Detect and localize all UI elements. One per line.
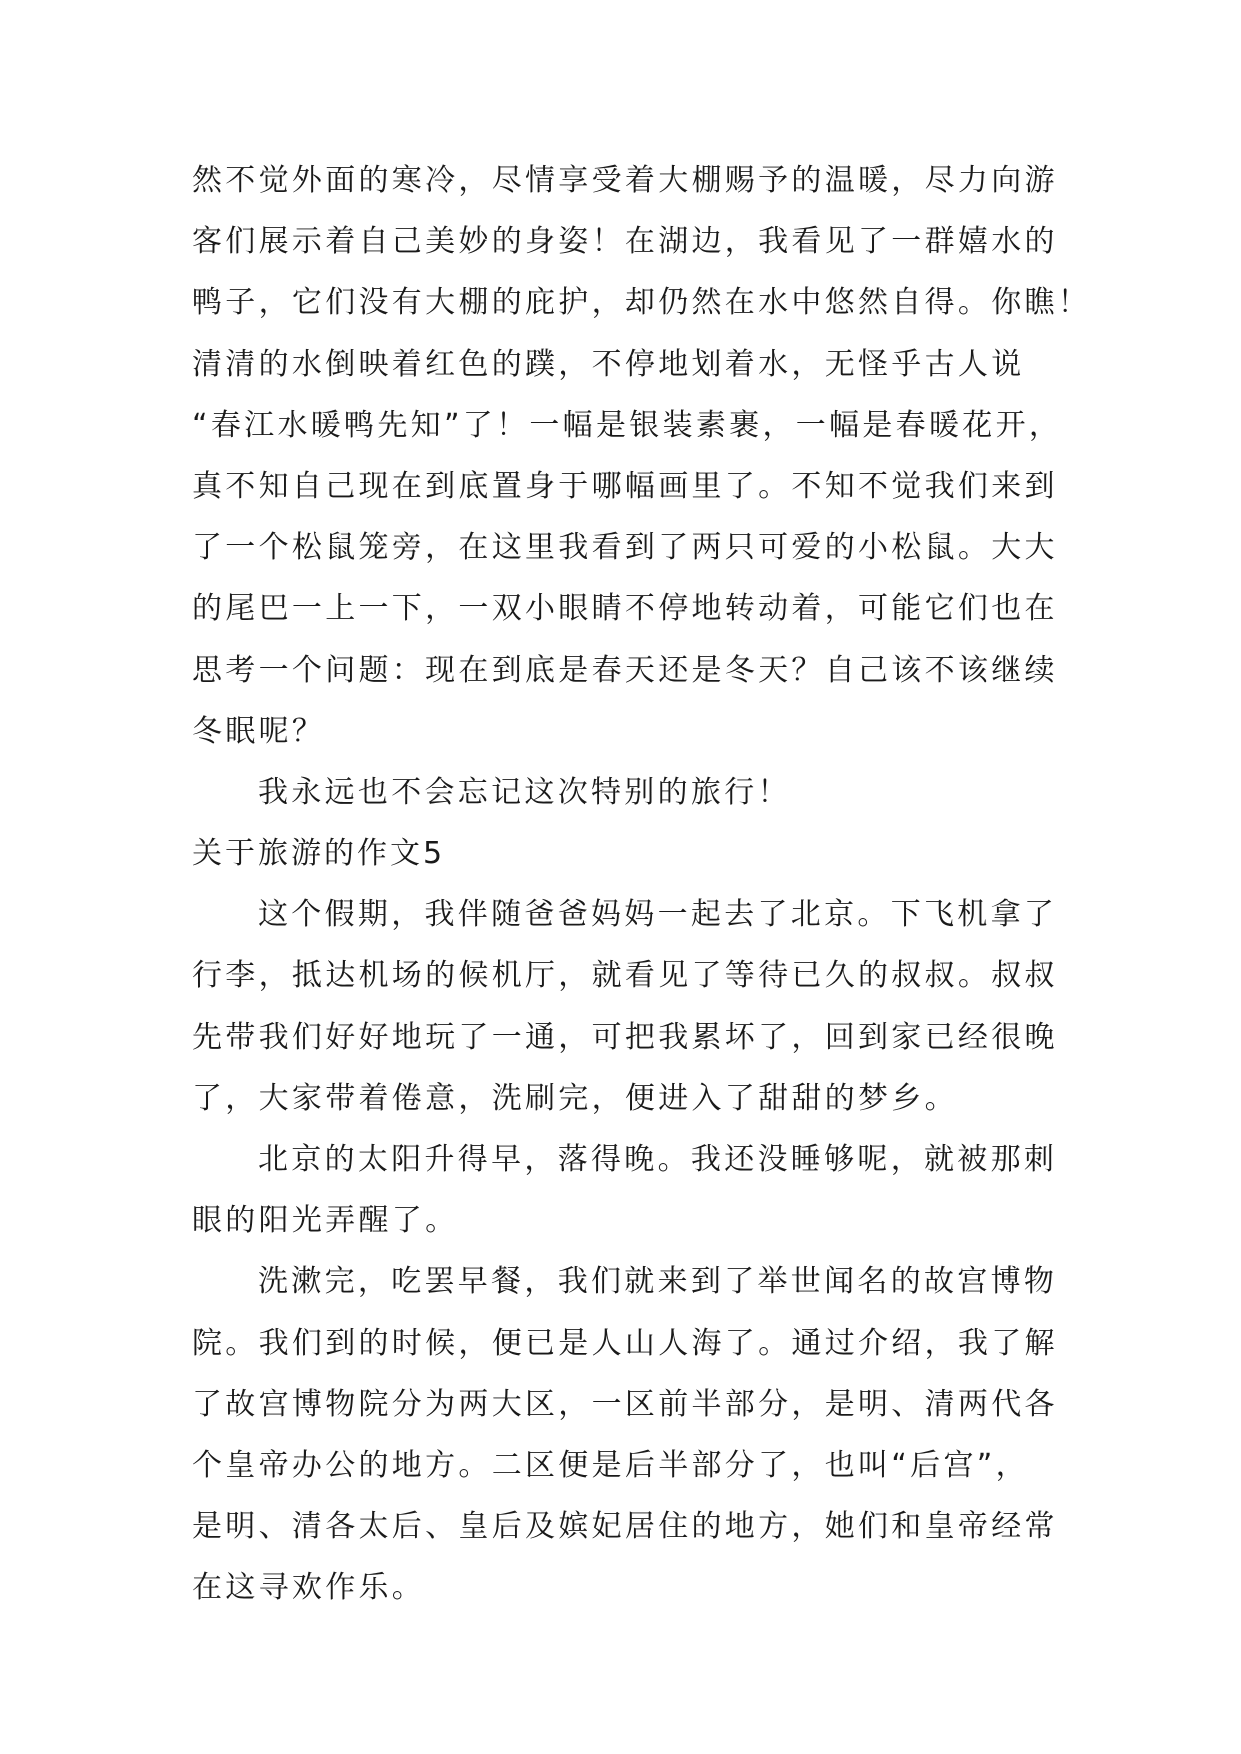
text-line: 了，大家带着倦意，洗刷完，便进入了甜甜的梦乡。: [192, 1080, 958, 1116]
text-line: 在这寻欢作乐。: [192, 1570, 426, 1606]
text-line: 洗漱完，吃罢早餐，我们就来到了举世闻名的故宫博物: [258, 1264, 1058, 1300]
text-line: 然不觉外面的寒冷，尽情享受着大棚赐予的温暖，尽力向游: [192, 163, 1058, 198]
document-body: [192, 150, 1092, 1619]
section-heading: 关于旅游的作文5: [192, 836, 446, 872]
text-line: 思考一个问题：现在到底是春天还是冬天？自己该不该继续: [192, 652, 1058, 688]
text-line: 客们展示着自己美妙的身姿！在湖边，我看见了一群嬉水的: [192, 224, 1058, 260]
text-line: 是明、清各太后、皇后及嫔妃居住的地方，她们和皇帝经常: [192, 1509, 1058, 1545]
text-line: 先带我们好好地玩了一通，可把我累坏了，回到家已经很晚: [192, 1019, 1058, 1055]
text-line: 个皇帝办公的地方。二区便是后半部分了，也叫“后宫”，: [192, 1447, 1029, 1483]
text-line: 清清的水倒映着红色的蹼，不停地划着水，无怪乎古人说: [192, 346, 1025, 382]
text-line: 北京的太阳升得早，落得晚。我还没睡够呢，就被那刺: [258, 1142, 1058, 1177]
text-line: 真不知自己现在到底置身于哪幅画里了。不知不觉我们来到: [192, 468, 1058, 504]
text-line: “春江水暖鸭先知”了！一幅是银装素裹，一幅是春暖花开，: [192, 407, 1063, 443]
text-line: 这个假期，我伴随爸爸妈妈一起去了北京。下飞机拿了: [258, 897, 1058, 933]
text-line: 眼的阳光弄醒了。: [192, 1203, 459, 1239]
text-line: 鸭子，它们没有大棚的庇护，却仍然在水中悠然自得。你瞧！: [192, 285, 1092, 321]
text-line: 冬眠呢？: [192, 713, 326, 749]
text-line: 的尾巴一上一下，一双小眼睛不停地转动着，可能它们也在: [192, 591, 1058, 627]
text-line: 了一个松鼠笼旁，在这里我看到了两只可爱的小松鼠。大大: [192, 530, 1058, 566]
text-line: 了故宫博物院分为两大区，一区前半部分，是明、清两代各: [192, 1386, 1058, 1422]
text-line: 行李，抵达机场的候机厅，就看见了等待已久的叔叔。叔叔: [192, 958, 1058, 994]
text-line: 我永远也不会忘记这次特别的旅行！: [258, 774, 791, 810]
text-line: 院。我们到的时候，便已是人山人海了。通过介绍，我了解: [192, 1325, 1058, 1361]
